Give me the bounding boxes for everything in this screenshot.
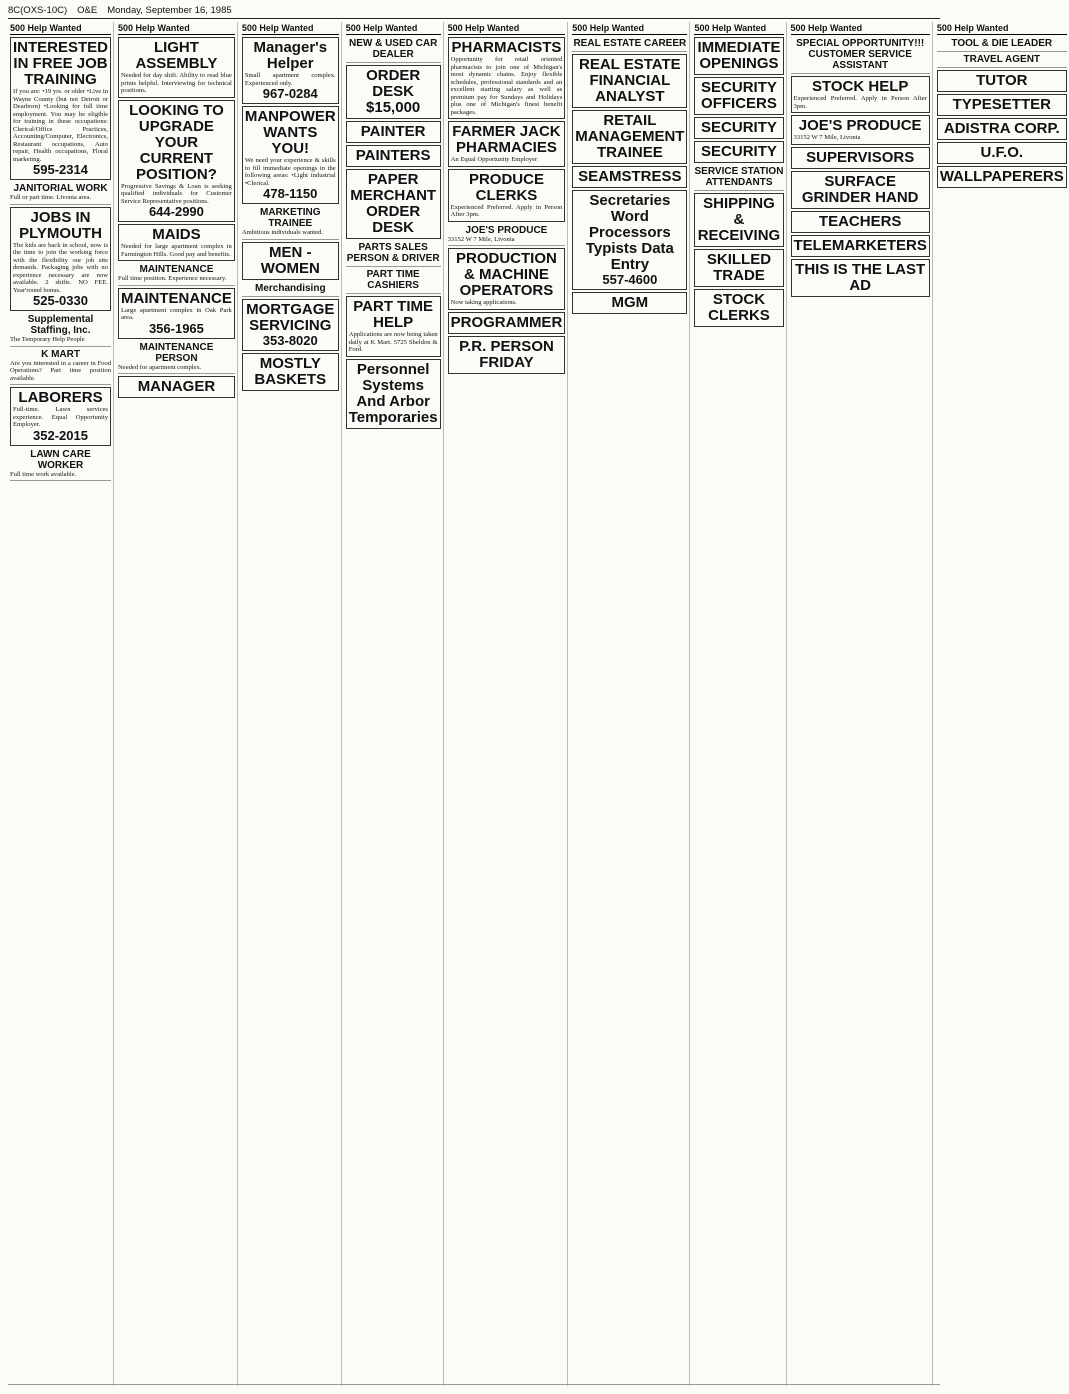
ad-headline: FARMER JACK PHARMACIES <box>452 123 561 156</box>
ad-headline: TEACHERS <box>818 212 902 230</box>
classified-ad <box>242 206 339 240</box>
ad-headline: SURFACE GRINDER HAND <box>801 172 919 206</box>
section-heading: 500 Help Wanted <box>791 22 930 35</box>
ad-headline: MORTGAGE SERVICING <box>246 300 335 334</box>
classified-ad <box>346 37 441 63</box>
classified-ad <box>346 145 441 167</box>
classified-ad <box>937 118 1067 140</box>
ad-phone: 525-0330 <box>33 293 88 308</box>
ad-headline: REAL ESTATE FINANCIAL ANALYST <box>579 56 681 105</box>
classified-ad <box>448 121 566 167</box>
paper-name: O&E <box>77 5 98 16</box>
classified-ad <box>118 288 235 339</box>
classified-ad <box>242 37 339 104</box>
ad-headline: MAIDS <box>152 226 201 243</box>
ad-headline: PAINTER <box>360 123 426 140</box>
ad-headline: Manager's Helper <box>253 39 328 72</box>
classified-ad <box>10 37 111 180</box>
ad-phone: 557-4600 <box>602 272 658 287</box>
classified-ad <box>694 289 783 327</box>
ad-body: Full-time. Lawn services experience. Equal Opportunity Employer. <box>13 406 109 428</box>
ad-body: Needed for day shift. Ability to read blue prints helpful. Interviewing for technical positions. <box>121 72 232 94</box>
ad-body: 33152 W 7 Mile, Livonia <box>447 235 515 243</box>
classified-ad <box>242 299 339 351</box>
ad-body: The Temporary Help People <box>10 336 85 343</box>
classified-ad <box>937 94 1067 116</box>
ad-body: Needed for apartment complex. <box>118 363 202 371</box>
ad-body: 33152 W 7 Mile, Livonia <box>793 134 861 141</box>
ad-headline: ADISTRA CORP. <box>943 120 1060 137</box>
ad-headline: MANAGER <box>137 378 216 395</box>
ad-headline: TELEMARKETERS <box>793 236 927 254</box>
classified-column <box>446 22 569 1386</box>
classified-ad <box>694 165 783 191</box>
ad-headline: RETAIL MANAGEMENT TRAINEE <box>575 112 685 161</box>
classified-ad <box>448 248 566 310</box>
ad-headline: PARTS SALES PERSON & DRIVER <box>346 242 440 264</box>
ad-body: Full time work available. <box>10 470 77 478</box>
classified-ad <box>572 190 687 290</box>
classified-ad <box>937 53 1067 68</box>
ad-headline: SECURITY <box>701 119 777 136</box>
ad-headline: LAWN CARE WORKER <box>30 448 91 471</box>
classified-ad <box>791 115 930 145</box>
ad-phone: 644-2990 <box>148 204 204 219</box>
ad-body: Small apartment complex. Experienced only. <box>244 72 336 87</box>
ad-headline: LIGHT ASSEMBLY <box>135 39 218 72</box>
section-heading: 500 Help Wanted <box>242 22 339 35</box>
ad-headline: Supplemental Staffing, Inc. <box>27 314 94 336</box>
classified-ad <box>118 37 235 98</box>
ad-body: Opportunity for retail oriented pharmacists to join one of Michigan's most dynamic chains. Enjoy flexible schedules, professional standards and an excellent starting salary as well as premium pay for Sundays and Holidays plus one of Michigan's finest benefit packages. <box>450 56 563 116</box>
classified-column <box>935 22 1069 1386</box>
ad-headline: TOOL & DIE LEADER <box>951 38 1053 49</box>
ad-body: Full time position. Experience necessary. <box>118 275 227 282</box>
ad-phone: 353-8020 <box>262 332 318 348</box>
ad-headline: U.F.O. <box>980 144 1024 161</box>
ad-body: Large apartment complex in Oak Park area. <box>121 306 232 321</box>
section-heading: 500 Help Wanted <box>572 22 687 35</box>
ad-headline: PAPER MERCHANT ORDER DESK <box>350 171 437 236</box>
ad-headline: MANPOWER WANTS YOU! <box>244 108 336 157</box>
ad-headline: SERVICE STATION ATTENDANTS <box>694 166 784 188</box>
ad-body: The kids are back in school, now is the time to join the working force with the flexibility our job site demands. Packaging jobs with no experience necessary are now available. 2 shifts. NO FEE. Year'round bonus. <box>13 241 109 294</box>
ad-phone: 356-1965 <box>148 320 204 336</box>
ad-headline: ORDER DESK $15,000 <box>366 67 421 116</box>
classified-ad <box>572 292 687 314</box>
classified-ad <box>346 268 441 294</box>
ad-phone: 352-2015 <box>33 427 88 443</box>
ad-headline: SPECIAL OPPORTUNITY!!! CUSTOMER SERVICE ASSISTANT <box>796 38 925 71</box>
classified-ad <box>694 77 783 115</box>
ad-headline: WALLPAPERERS <box>939 168 1064 185</box>
classified-ad <box>346 241 441 267</box>
classified-ad <box>448 224 566 247</box>
classified-ad <box>10 313 111 347</box>
ad-phone: 478-1150 <box>263 186 318 201</box>
ad-body: Ambitious individuals wanted. <box>241 229 323 236</box>
ad-body: Now taking applications. <box>450 299 517 306</box>
classified-ad <box>448 312 566 334</box>
classified-ad <box>118 224 235 261</box>
ad-headline: STOCK HELP <box>811 78 909 95</box>
ad-body: Experienced Preferred. Apply in Person After 3pm. <box>450 203 563 218</box>
classified-ad <box>242 282 339 297</box>
ad-headline: MEN - WOMEN <box>260 243 320 277</box>
ad-headline: IMMEDIATE OPENINGS <box>697 39 781 72</box>
ad-headline: Merchandising <box>254 282 326 294</box>
classified-ad <box>791 37 930 74</box>
classified-ad <box>694 193 783 247</box>
ad-headline: MAINTENANCE <box>121 289 232 307</box>
classified-ad <box>10 448 111 482</box>
ad-headline: PAINTERS <box>355 147 431 164</box>
ad-headline: STOCK CLERKS <box>708 291 770 324</box>
classified-ad <box>448 336 566 374</box>
ad-headline: MAINTENANCE PERSON <box>139 341 214 364</box>
ad-headline: SUPERVISORS <box>806 148 915 166</box>
classified-ad <box>346 121 441 143</box>
ad-headline: MGM <box>611 294 649 311</box>
ad-headline: MARKETING TRAINEE <box>259 207 321 229</box>
ad-headline: SECURITY OFFICERS <box>701 79 777 112</box>
classified-ad <box>346 296 441 357</box>
classified-ad <box>242 353 339 391</box>
ad-headline: JANITORIAL WORK <box>13 183 108 194</box>
classified-column <box>789 22 933 1386</box>
ad-headline: THIS IS THE LAST AD <box>795 260 926 294</box>
classified-ad <box>694 249 783 287</box>
classified-ad <box>791 76 930 113</box>
classified-column <box>344 22 444 1386</box>
classified-ad <box>937 142 1067 164</box>
section-heading: 500 Help Wanted <box>937 22 1067 35</box>
classified-ad <box>572 166 687 188</box>
classified-ad <box>346 359 441 429</box>
classified-ad <box>10 207 111 312</box>
classified-ad <box>572 110 687 164</box>
classified-ad <box>10 387 111 446</box>
ad-headline: NEW & USED CAR DEALER <box>348 38 438 60</box>
classified-ad <box>694 141 783 163</box>
ad-headline: SKILLED TRADE <box>706 251 772 284</box>
page-date: Monday, September 16, 1985 <box>107 5 232 16</box>
classified-ad <box>572 54 687 108</box>
classified-ad <box>791 259 930 297</box>
classified-ad <box>242 242 339 280</box>
ad-headline: Secretaries Word Processors Typists Data Entry <box>585 192 674 273</box>
ad-headline: JOE'S PRODUCE <box>798 117 922 134</box>
section-heading: 500 Help Wanted <box>346 22 441 35</box>
ad-body: Needed for large apartment complex in Farmington Hills. Good pay and benefits. <box>121 243 232 258</box>
classified-ad <box>572 37 687 52</box>
ad-body: Full or part time. Livonia area. <box>10 194 92 201</box>
ad-headline: P.R. PERSON FRIDAY <box>459 337 554 371</box>
ad-body: Are you interested in a career in Food Operations? Part time position available. <box>10 359 112 382</box>
ad-body: An Equal Opportunity Employer <box>450 156 538 163</box>
classified-ad <box>448 37 566 119</box>
classified-ad <box>346 169 441 239</box>
page-id: 8C(OXS-10C) <box>8 5 68 16</box>
ad-headline: Personnel Systems And Arbor Temporaries <box>348 360 438 426</box>
classified-ad <box>937 37 1067 52</box>
ad-headline: K MART <box>41 348 80 360</box>
ad-headline: SEAMSTRESS <box>578 168 682 185</box>
ad-headline: PHARMACISTS <box>451 39 562 56</box>
ad-headline: LABORERS <box>18 389 103 406</box>
classified-ad <box>937 166 1067 188</box>
classified-ad <box>791 235 930 257</box>
classified-ad <box>448 169 566 222</box>
section-heading: 500 Help Wanted <box>694 22 783 35</box>
classified-ad <box>791 171 930 209</box>
bottom-rule <box>8 1384 940 1393</box>
ad-headline: MOSTLY BASKETS <box>254 354 327 388</box>
ad-headline: LOOKING TO UPGRADE YOUR CURRENT POSITION? <box>129 101 224 183</box>
ad-headline: JOE'S PRODUCE <box>465 224 548 236</box>
section-heading: 500 Help Wanted <box>448 22 566 35</box>
classified-columns <box>8 22 1064 1386</box>
ad-headline: TUTOR <box>976 72 1028 89</box>
ad-headline: PART TIME CASHIERS <box>366 269 420 291</box>
classified-ad <box>791 211 930 233</box>
ad-headline: INTERESTED IN FREE JOB TRAINING <box>13 39 109 88</box>
ad-body: Experienced Preferred. Apply in Person After 3pm. <box>793 95 927 110</box>
ad-phone: 967-0284 <box>262 86 318 101</box>
ad-headline: PRODUCE CLERKS <box>468 170 544 204</box>
classified-ad <box>10 182 111 205</box>
ad-phone: 595-2314 <box>33 162 88 177</box>
ad-headline: TYPESETTER <box>952 96 1051 113</box>
classified-ad <box>118 376 235 398</box>
ad-headline: PRODUCTION & MACHINE OPERATORS <box>456 250 557 299</box>
classified-ad <box>694 117 783 139</box>
classified-ad <box>118 341 235 375</box>
classified-column <box>116 22 238 1386</box>
ad-headline: SHIPPING & RECEIVING <box>697 195 781 244</box>
ad-body: Applications are now being taken daily at K Mart. 5725 Sheldon & Ford. <box>348 331 438 353</box>
ad-headline: MAINTENANCE <box>139 264 214 275</box>
classified-column <box>570 22 690 1386</box>
ad-body: Progressive Savings & Loan is seeking qualified individuals for Customer Service Representative positions. <box>121 182 232 205</box>
ad-headline: TRAVEL AGENT <box>963 54 1041 65</box>
classified-ad <box>346 65 441 119</box>
page-header <box>8 4 940 19</box>
classified-ad <box>937 70 1067 92</box>
ad-headline: REAL ESTATE CAREER <box>573 38 687 49</box>
classified-column <box>692 22 786 1386</box>
ad-headline: JOBS IN PLYMOUTH <box>19 208 102 242</box>
classified-ad <box>694 37 783 75</box>
ad-headline: SECURITY <box>701 143 777 160</box>
ad-headline: PART TIME HELP <box>353 298 433 331</box>
ad-body: We need your experience & skills to fill immediate openings in the following areas: •Light industrial •Clerical. <box>244 157 336 187</box>
section-heading: 500 Help Wanted <box>118 22 235 35</box>
classified-ad <box>118 100 235 223</box>
classified-column <box>240 22 342 1386</box>
classified-ad <box>791 147 930 169</box>
classified-ad <box>118 263 235 286</box>
classified-ad <box>10 348 111 386</box>
ad-headline: PROGRAMMER <box>450 313 563 331</box>
ad-body: If you are: •19 yrs. or older •Live in Wayne County (but not Detroit or Dearborn) •Looking for full time employment. You may be eligible for training in these occupations: Clerical/Office Practices, Accounting/Computer, Electronics, Restaurant occupations, Auto repair, Health occupations, Floral marketing. <box>13 88 109 163</box>
classified-ad <box>242 106 339 204</box>
section-heading: 500 Help Wanted <box>10 22 111 35</box>
classified-column <box>8 22 114 1386</box>
